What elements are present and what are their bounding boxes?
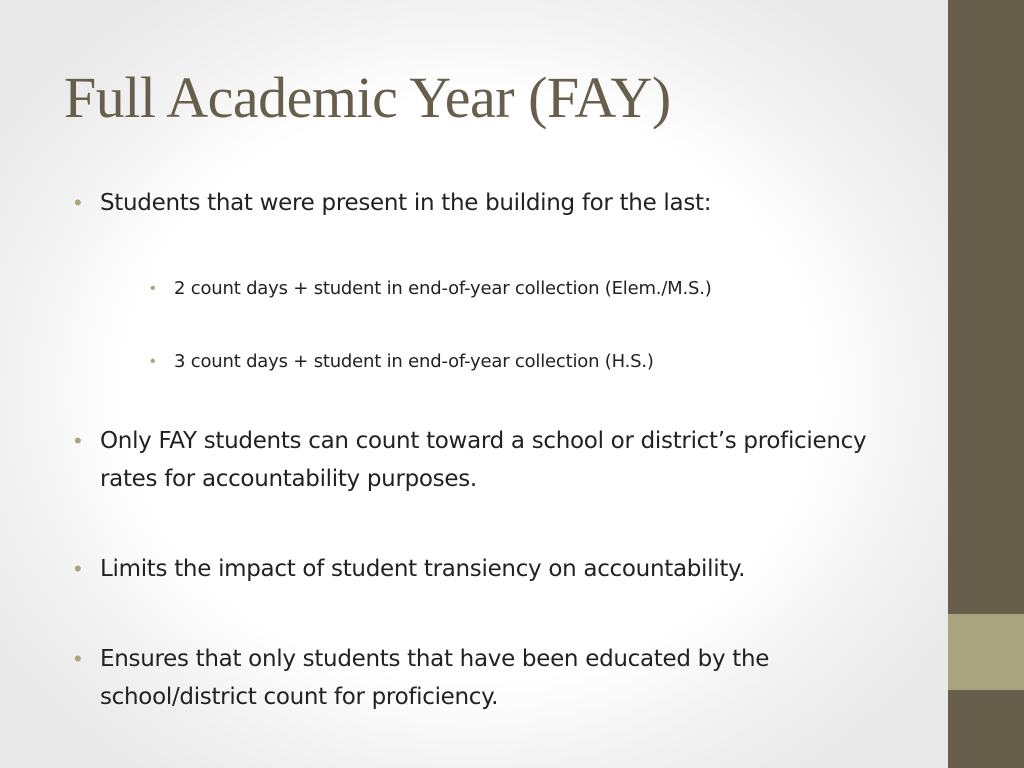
bullet-marker: • (74, 646, 82, 671)
bullet-item (74, 422, 880, 498)
slide-title: Full Academic Year (FAY) (64, 65, 671, 130)
sub-bullet-text: 3 count days + student in end-of-year collection (H.S.) (174, 351, 654, 372)
bullet-marker: • (74, 428, 82, 453)
sub-bullet-text: 2 count days + student in end-of-year collection (Elem./M.S.) (174, 278, 712, 299)
sub-bullet-marker: • (150, 353, 156, 370)
sub-bullet-marker: • (150, 280, 156, 297)
bullet-text: Ensures that only students that have been educated by the school/district count for proficiency. (100, 646, 770, 710)
bullet-item (74, 640, 880, 716)
sub-bullet-item (150, 275, 874, 303)
bullet-marker: • (74, 556, 82, 581)
sub-bullet-item (150, 348, 874, 376)
bullet-text: Students that were present in the building for the last: (100, 190, 712, 216)
sidebar-accent-block (948, 614, 1024, 690)
bullet-item (74, 184, 880, 222)
bullet-marker: • (74, 190, 82, 215)
bullet-item (74, 550, 880, 588)
bullet-text: Limits the impact of student transiency on accountability. (100, 556, 746, 582)
bullet-text: Only FAY students can count toward a school or district’s proficiency rates for accountability purposes. (100, 428, 867, 492)
